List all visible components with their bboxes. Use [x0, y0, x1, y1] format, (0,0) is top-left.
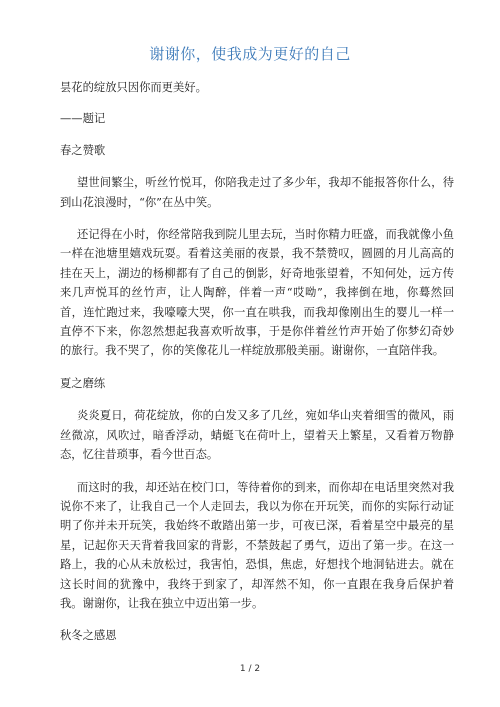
document-body — [60, 78, 454, 646]
paragraph: 还记得在小时，你经常陪我到院儿里去玩，当时你精力旺盛，而我就像小鱼一样在池塘里嬉戏玩耍。看着这美丽的夜景，我不禁赞叹，圆圆的月儿高高的挂在天上，湖边的杨柳都有了自己的倒影，好奇地张望着，不知何处，远方传来几声悦耳的丝竹声，让人陶醉，伴着一声“哎呦”，我摔倒在地，你蓦然回首，连忙跑过来，我嚎嚎大哭，你一直在哄我，而我却像刚出生的婴儿一样一直停不下来，你忽然想起我喜欢听故事，于是你伴着丝竹声开始了你梦幻奇妙的旅行。我不哭了，你的笑像花儿一样绽放那般美丽。谢谢你，一直陪伴我。 — [60, 228, 454, 358]
paragraph: 炎炎夏日，荷花绽放，你的白发又多了几丝，宛如华山夹着细雪的微风，雨丝微凉，风吹过，暗香浮动，蜻蜓飞在荷叶上，望着天上繁星，又看着万物静态，忆往昔琐事，看今世百态。 — [60, 409, 454, 462]
paragraph: 望世间繁尘，听丝竹悦耳，你陪我走过了多少年，我却不能报答你什么，待到山花浪漫时，“你”在丛中笑。 — [60, 176, 454, 209]
page-number: 1 / 2 — [239, 664, 261, 674]
dedication: ——题记 — [60, 112, 106, 126]
epigraph: 昙花的绽放只因你而更美好。 — [60, 81, 207, 94]
paragraph: 而这时的我，却还站在校门口，等待着你的到来，而你却在电话里突然对我说你不来了，让我自己一个人走回去，我以为你在开玩笑，而你的实际行动证明了你并未开玩笑，我始终不敢踏出第一步，可夜已深，看着星空中最亮的星星，记起你天天背着我回家的背影，不禁鼓起了勇气，迈出了第一步。在这一路上，我的心从未放松过，我害怕，恐惧，焦虑，好想找个地洞钻进去。就在这长时间的犹豫中，我终于到家了，却浑然不知，你一直跟在我身后保护着我。谢谢你，让我在独立中迈出第一步。 — [60, 480, 454, 610]
document-title: 谢谢你，使我成为更好的自己 — [149, 45, 351, 63]
section-heading-summer: 夏之磨练 — [60, 376, 106, 390]
section-heading-autumn-winter: 秋冬之感恩 — [60, 629, 117, 643]
section-heading-spring: 春之赞歌 — [60, 143, 106, 157]
